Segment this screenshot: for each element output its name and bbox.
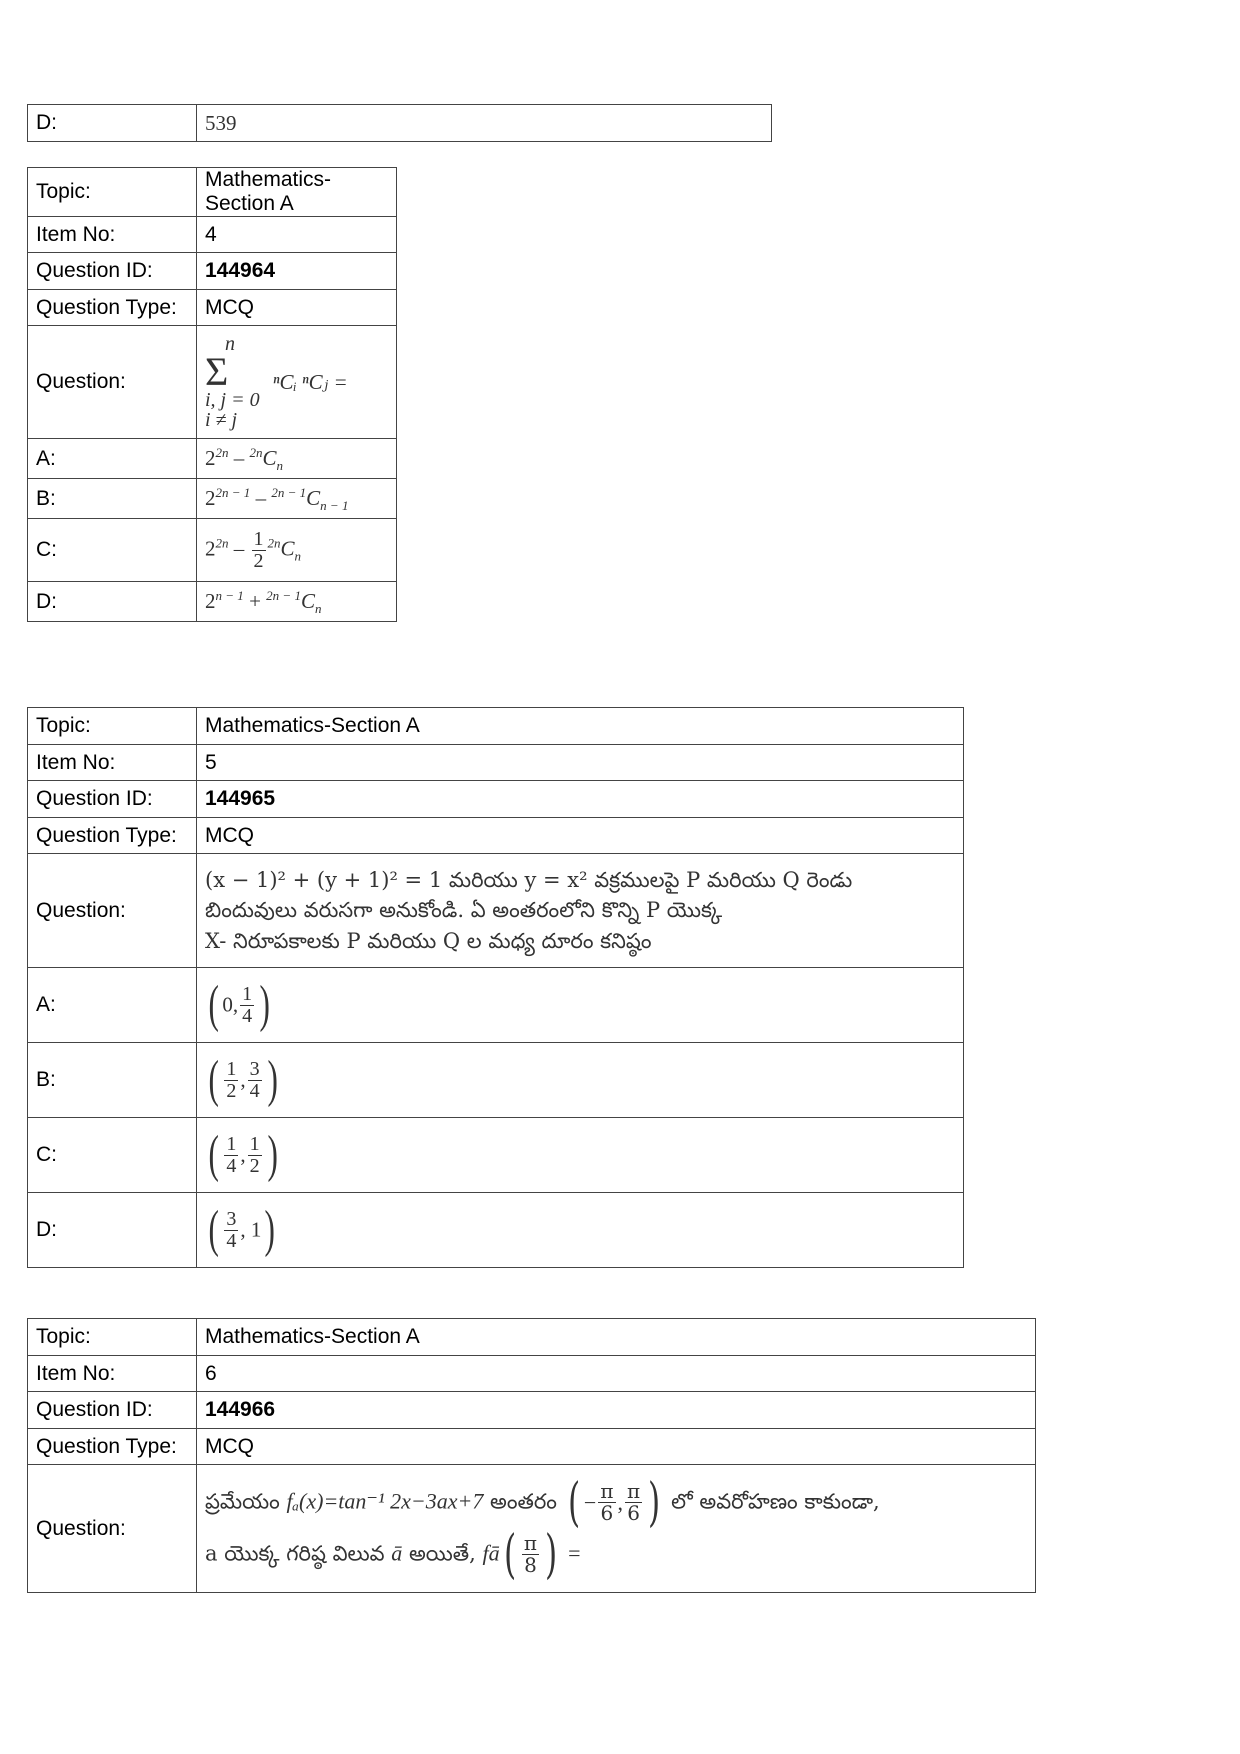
option-a-value: $2^{2n} - ^{2n}C_n$	[197, 439, 397, 479]
question-id-value: 144965	[197, 781, 964, 818]
topic-value: Mathematics-Section A	[197, 708, 964, 745]
question-line-2: a యొక్క గరిష్ఠ విలువ ā అయితే, fā( $\frac{\pi}{8}$ ) =	[205, 1524, 581, 1585]
option-row-a	[28, 439, 397, 479]
topic-row	[28, 1319, 1036, 1356]
item-value: 5	[197, 745, 964, 781]
item-value: 6	[197, 1356, 1036, 1392]
fraction: $\frac{1}{2}$	[226, 1057, 237, 1102]
topic-row	[28, 168, 397, 217]
question-line-1: (x − 1)² + (y + 1)² = 1 మరియు y = x² వక్రములపై P మరియు Q రెండు	[205, 867, 853, 892]
fraction: $\frac{3}{4}$	[226, 1207, 237, 1252]
topic-label: Topic:	[28, 1319, 197, 1356]
option-label: B:	[28, 1043, 197, 1118]
fraction: $\frac{1}{4}$	[226, 1132, 237, 1177]
question-line-1: ప్రమేయం fₐ(x)=tan⁻¹ 2x−3ax+7 అంతరం ( − $\frac{\pi}{6}$ , $\frac{\pi}{6}$ ) లో అవరోహణం కాకుండా,	[205, 1472, 880, 1533]
question-id-value: 144966	[197, 1392, 1036, 1429]
question-type-row	[28, 290, 397, 326]
topic-row	[28, 708, 964, 745]
option-a-value: ( 0, $\frac{1}{4}$ )	[197, 968, 964, 1043]
option-row-b	[28, 479, 397, 519]
question-type-label: Question Type:	[28, 1429, 197, 1465]
option-value: 539	[197, 105, 772, 142]
option-d-table-prev	[27, 104, 772, 142]
question-type-label: Question Type:	[28, 818, 197, 854]
question-label: Question:	[28, 1465, 197, 1593]
option-label: B:	[28, 479, 197, 519]
question-body: n Σ i, j = 0 i ≠ j ⁿCᵢ ⁿCⱼ =	[197, 326, 397, 439]
option-label: C:	[28, 1118, 197, 1193]
topic-label: Topic:	[28, 708, 197, 745]
question-label: Question:	[28, 854, 197, 968]
question-table-144964	[27, 167, 397, 622]
question-row	[28, 1465, 1036, 1593]
item-label: Item No:	[28, 745, 197, 781]
option-row-d	[28, 105, 772, 142]
option-row-d	[28, 582, 397, 622]
option-row-c	[28, 1118, 964, 1193]
question-row	[28, 854, 964, 968]
question-line-3: X- నిరూపకాలకు P మరియు Q ల మధ్య దూరం కనిష్ఠం	[205, 928, 652, 953]
option-label: D:	[28, 105, 197, 142]
question-id-label: Question ID:	[28, 781, 197, 818]
fraction: $\frac{\pi}{8}$	[523, 1531, 538, 1577]
item-row	[28, 745, 964, 781]
question-label: Question:	[28, 326, 197, 439]
option-label: A:	[28, 968, 197, 1043]
topic-value: Mathematics-Section A	[197, 168, 397, 217]
question-id-value: 144964	[197, 253, 397, 290]
question-body	[197, 854, 964, 968]
option-b-value: ( $\frac{1}{2}$ , $\frac{3}{4}$ )	[197, 1043, 964, 1118]
question-type-value: MCQ	[197, 818, 964, 854]
option-d-value: ( $\frac{3}{4}$ , 1)	[197, 1193, 964, 1268]
fraction: $\frac{1}{2}$	[249, 1132, 260, 1177]
question-id-row	[28, 781, 964, 818]
fraction: $\frac{\pi}{6}$	[600, 1479, 614, 1525]
topic-label: Topic:	[28, 168, 197, 217]
option-c-value: $2^{2n}$ – $\frac{1}{2}$ $^{2n}C_n$	[197, 519, 397, 582]
option-label: A:	[28, 439, 197, 479]
question-id-row	[28, 253, 397, 290]
question-id-label: Question ID:	[28, 253, 197, 290]
item-value: 4	[197, 217, 397, 253]
option-d-value: $2^{n - 1} + ^{2n - 1}C_n$	[197, 582, 397, 622]
item-row	[28, 217, 397, 253]
item-label: Item No:	[28, 217, 197, 253]
question-table-144965	[27, 707, 964, 1268]
question-type-value: MCQ	[197, 290, 397, 326]
fraction: $\frac{1}{4}$	[242, 982, 253, 1027]
option-label: C:	[28, 519, 197, 582]
topic-value: Mathematics-Section A	[197, 1319, 1036, 1356]
question-id-label: Question ID:	[28, 1392, 197, 1429]
option-b-value: $2^{2n - 1} - ^{2n - 1}C_{n - 1}$	[197, 479, 397, 519]
option-label: D:	[28, 582, 197, 622]
sigma-sum: n Σ i, j = 0 i ≠ j	[205, 333, 260, 431]
question-type-row	[28, 818, 964, 854]
question-body	[197, 1465, 1036, 1593]
option-row-c	[28, 519, 397, 582]
option-row-b	[28, 1043, 964, 1118]
question-type-value: MCQ	[197, 1429, 1036, 1465]
item-label: Item No:	[28, 1356, 197, 1392]
item-row	[28, 1356, 1036, 1392]
fraction: $\frac{\pi}{6}$	[627, 1479, 641, 1525]
fraction: $\frac{1}{2}$	[253, 527, 264, 572]
question-id-row	[28, 1392, 1036, 1429]
option-c-value: ( $\frac{1}{4}$ , $\frac{1}{2}$ )	[197, 1118, 964, 1193]
question-row	[28, 326, 397, 439]
question-table-144966	[27, 1318, 1036, 1593]
question-type-label: Question Type:	[28, 290, 197, 326]
option-row-d	[28, 1193, 964, 1268]
question-line-2: బిందువులు వరుసగా అనుకోండి. ఏ అంతరంలోని కొన్ని P యొక్క	[205, 898, 723, 923]
option-row-a	[28, 968, 964, 1043]
question-type-row	[28, 1429, 1036, 1465]
option-label: D:	[28, 1193, 197, 1268]
fraction: $\frac{3}{4}$	[249, 1057, 260, 1102]
